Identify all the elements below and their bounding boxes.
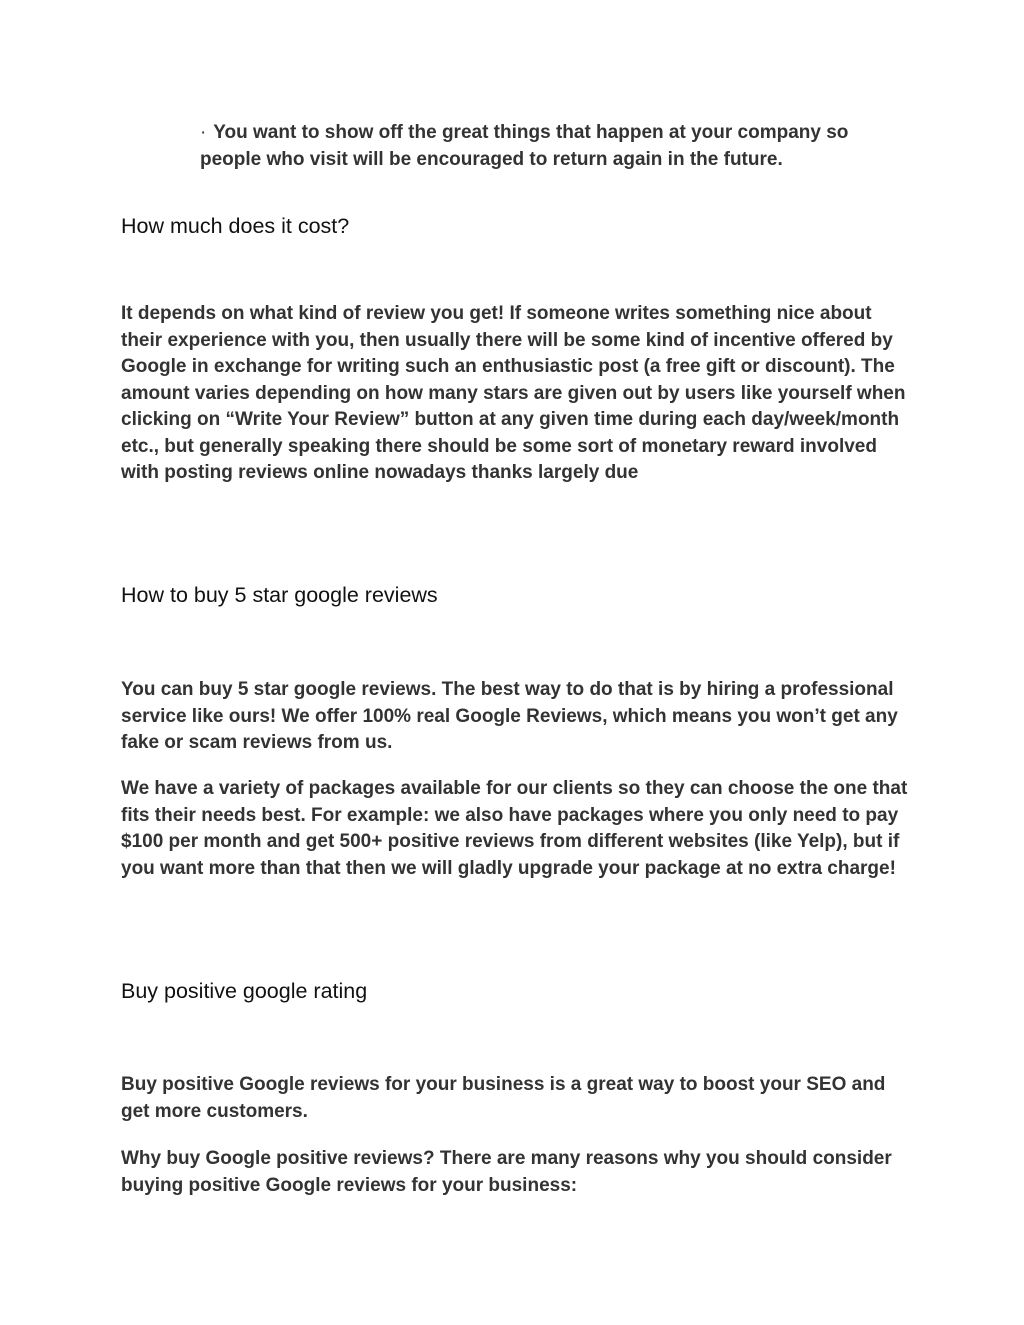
paragraph-positive-rating-1: Buy positive Google reviews for your business is a great way to boost your SEO and get more customers. <box>121 1074 886 1122</box>
paragraph-positive-rating-2: Why buy Google positive reviews? There are many reasons why you should consider buying positive Google reviews for your business: <box>121 1148 892 1196</box>
section-heading-buy-5-star: How to buy 5 star google reviews <box>121 583 438 607</box>
bullet-marker: · <box>200 122 207 143</box>
paragraph-cost: It depends on what kind of review you get! If someone writes something nice about their experience with you, then usually there will be some kind of incentive offered by Google in exchange for writing such an enthusiastic post (a free gift or discount). The amount varies depending on how many stars are given out by users like yourself when clicking on “Write Your Review” button at any given time during each day/week/month etc., but generally speaking there should be some sort of monetary reward involved with posting reviews online nowadays thanks largely due <box>121 303 906 483</box>
bullet-text: You want to show off the great things that happen at your company so people who visit will be encouraged to return again in the future. <box>200 122 849 170</box>
section-heading-positive-rating: Buy positive google rating <box>121 979 368 1003</box>
paragraph-buy-5-star-2: We have a variety of packages available for our clients so they can choose the one that fits their needs best. For example: we also have packages where you only need to pay $100 per month and get 500+ positive reviews from different websites (like Yelp), but if you want more than that then we will gladly upgrade your package at no extra charge! <box>121 778 908 879</box>
section-heading-cost: How much does it cost? <box>121 214 350 238</box>
bullet-item <box>200 120 900 173</box>
paragraph-buy-5-star-1: You can buy 5 star google reviews. The best way to do that is by hiring a professional service like ours! We offer 100% real Google Reviews, which means you won’t get any fake or scam reviews from us. <box>121 679 898 753</box>
